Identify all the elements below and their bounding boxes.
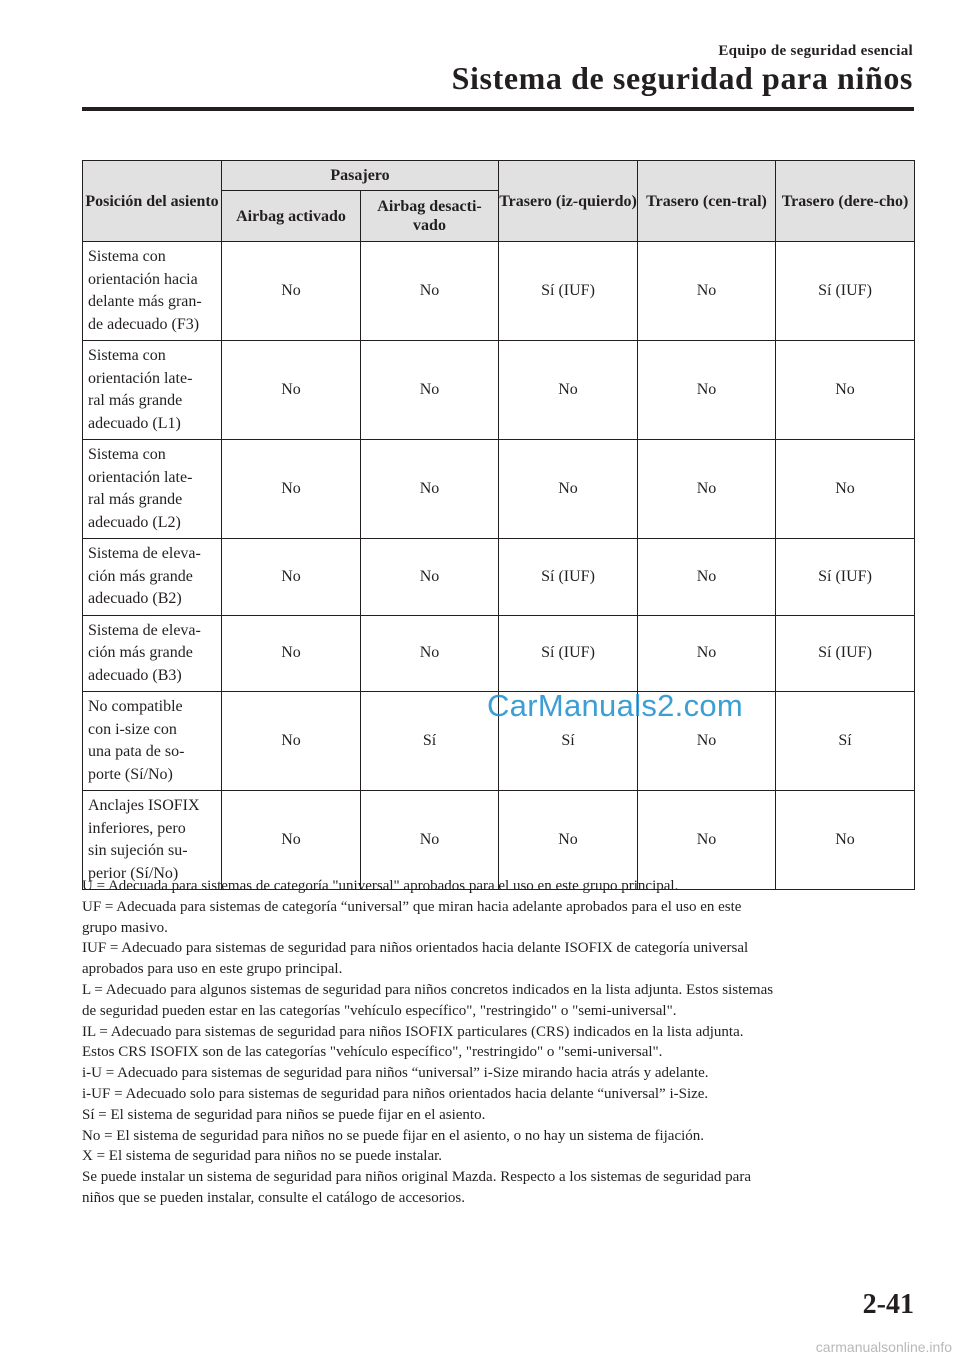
row-label-line: de adecuado (F3): [88, 315, 200, 333]
row-label-line: perior (Sí/No): [88, 864, 179, 882]
note-line: aprobados para uso en este grupo principal.: [82, 961, 343, 978]
table-cell: No: [638, 242, 776, 341]
note-line: Estos CRS ISOFIX son de las categorías "vehículo específico", "restringido" o "semi-universal".: [82, 1044, 663, 1061]
header-airbag-off: [361, 191, 499, 242]
table-cell: No: [638, 539, 776, 616]
table-cell: No: [222, 692, 361, 791]
table-cell: No: [222, 440, 361, 539]
row-label: [83, 242, 222, 341]
header-rear-center: [638, 161, 776, 242]
table-cell: Sí: [361, 692, 499, 791]
header-rear-right-text: Trasero (dere-cho): [781, 192, 909, 210]
page-title: Sistema de seguridad para niños: [451, 60, 913, 96]
row-label-line: ción más grande: [88, 567, 193, 585]
table-row: [83, 791, 915, 890]
row-label: [83, 615, 222, 692]
table-cell: No: [361, 615, 499, 692]
note-line: No = El sistema de seguridad para niños no se puede fijar en el asiento, o no hay un sistema de fijación.: [82, 1127, 705, 1144]
row-label-line: porte (Sí/No): [88, 765, 173, 783]
table-cell: Sí (IUF): [499, 539, 638, 616]
table-cell: No: [638, 692, 776, 791]
note-line: grupo masivo.: [82, 919, 168, 936]
table-row: [83, 242, 915, 341]
header-rear-left: [499, 161, 638, 242]
note-line: UF = Adecuada para sistemas de categoría “universal” que miran hacia adelante aprobados para el uso en este: [82, 898, 742, 915]
note-line: L = Adecuado para algunos sistemas de seguridad para niños concretos indicados en la lista adjunta. Estos sistemas: [82, 981, 774, 998]
table-cell: Sí (IUF): [776, 242, 915, 341]
header-seat-position-text: Posición del asiento: [85, 192, 219, 210]
header-rear-center-text: Trasero (cen-tral): [646, 192, 767, 210]
header-rear-left-text: Trasero (iz-quierdo): [499, 192, 637, 210]
row-label-line: Sistema con: [88, 347, 166, 364]
row-label-line: delante más gran-: [88, 293, 202, 310]
table-cell: No: [499, 791, 638, 890]
row-label-line: inferiores, pero: [88, 819, 186, 837]
table-cell: No: [638, 440, 776, 539]
header-divider: [82, 107, 914, 111]
note-line: i-UF = Adecuado solo para sistemas de seguridad para niños orientados hacia delante “universal” i-Size.: [82, 1085, 709, 1102]
note-line: U = Adecuada para sistemas de categoría "universal" aprobados para el uso en este grupo principal.: [82, 878, 679, 894]
section-header: Equipo de seguridad esencial: [718, 43, 913, 59]
table-cell: No: [222, 539, 361, 616]
row-label-line: Sistema con: [88, 446, 166, 463]
row-label-line: Sistema de eleva-: [88, 621, 201, 639]
table-cell: No: [361, 242, 499, 341]
row-label-line: ción más grande: [88, 644, 193, 661]
table-row: [83, 341, 915, 440]
header-seat-position: [83, 161, 222, 242]
row-label: [83, 539, 222, 616]
table-cell: No: [776, 440, 915, 539]
note-line: i-U = Adecuado para sistemas de seguridad para niños “universal” i-Size mirando hacia atrás y adelante.: [82, 1065, 709, 1082]
legend-notes: [82, 876, 922, 1209]
table-cell: Sí: [499, 692, 638, 791]
table-cell: No: [222, 791, 361, 890]
table-cell: No: [361, 791, 499, 890]
row-label-line: orientación late-: [88, 468, 193, 486]
header-airbag-off-text: Airbag desacti-vado: [377, 198, 482, 234]
header-rear-right: [776, 161, 915, 242]
row-label-line: adecuado (B2): [88, 590, 182, 607]
table-cell: No: [638, 341, 776, 440]
row-label-line: ral más grande: [88, 491, 183, 508]
note-line: IL = Adecuado para sistemas de seguridad para niños ISOFIX particulares (CRS) indicados en la lista adjunta.: [82, 1023, 744, 1040]
row-label: [83, 341, 222, 440]
table-row: [83, 615, 915, 692]
row-label-line: Sistema de eleva-: [88, 545, 201, 562]
row-label-line: Sistema con: [88, 248, 166, 265]
table-row: [83, 440, 915, 539]
row-label: [83, 791, 222, 890]
table-cell: Sí (IUF): [776, 539, 915, 616]
table-cell: No: [361, 539, 499, 616]
table-cell: No: [361, 341, 499, 440]
table-cell: No: [776, 341, 915, 440]
row-label-line: adecuado (L1): [88, 414, 181, 432]
table-cell: Sí (IUF): [499, 242, 638, 341]
row-label-line: No compatible: [88, 698, 183, 715]
footer-watermark: carmanualsonline.info: [815, 1339, 952, 1355]
row-label: [83, 440, 222, 539]
row-label-line: ral más grande: [88, 392, 183, 409]
row-label-line: adecuado (B3): [88, 666, 182, 684]
table-cell: Sí: [776, 692, 915, 791]
child-seat-compatibility-table: [82, 160, 915, 890]
table-cell: No: [776, 791, 915, 890]
header-passenger-text: Pasajero: [330, 167, 390, 184]
note-line: niños que se pueden instalar, consulte el catálogo de accesorios.: [82, 1189, 466, 1206]
row-label-line: adecuado (L2): [88, 513, 181, 531]
table-cell: No: [638, 791, 776, 890]
table-cell: No: [638, 615, 776, 692]
table-cell: No: [222, 341, 361, 440]
row-label-line: con i-size con: [88, 720, 177, 738]
header-airbag-on-text: Airbag activado: [236, 207, 346, 225]
row-label-line: Anclajes ISOFIX: [88, 797, 200, 814]
table-row: [83, 539, 915, 616]
row-label-line: sin sujeción su-: [88, 842, 188, 859]
note-line: IUF = Adecuado para sistemas de seguridad para niños orientados hacia delante ISOFIX de categoría universal: [82, 940, 749, 957]
row-label: [83, 692, 222, 791]
row-label-line: orientación hacia: [88, 270, 198, 288]
row-label-line: una pata de so-: [88, 743, 185, 760]
table-cell: Sí (IUF): [776, 615, 915, 692]
table-cell: No: [222, 242, 361, 341]
table-cell: No: [499, 341, 638, 440]
header-airbag-on: [222, 191, 361, 242]
watermark-logo: CarManuals2.com: [487, 688, 744, 723]
header-passenger: [222, 161, 499, 191]
note-line: de seguridad pueden estar en las categorías "vehículo específico", "restringido" o "semi-universal".: [82, 1002, 677, 1019]
table-cell: No: [222, 615, 361, 692]
page-number: 2-41: [862, 1289, 914, 1320]
row-label-line: orientación late-: [88, 369, 193, 387]
note-line: X = El sistema de seguridad para niños no se puede instalar.: [82, 1148, 443, 1165]
note-line: Sí = El sistema de seguridad para niños se puede fijar en el asiento.: [82, 1106, 486, 1123]
table-cell: No: [499, 440, 638, 539]
table-cell: No: [361, 440, 499, 539]
table-cell: Sí (IUF): [499, 615, 638, 692]
note-line: Se puede instalar un sistema de seguridad para niños original Mazda. Respecto a los sistemas de seguridad para: [82, 1169, 751, 1186]
